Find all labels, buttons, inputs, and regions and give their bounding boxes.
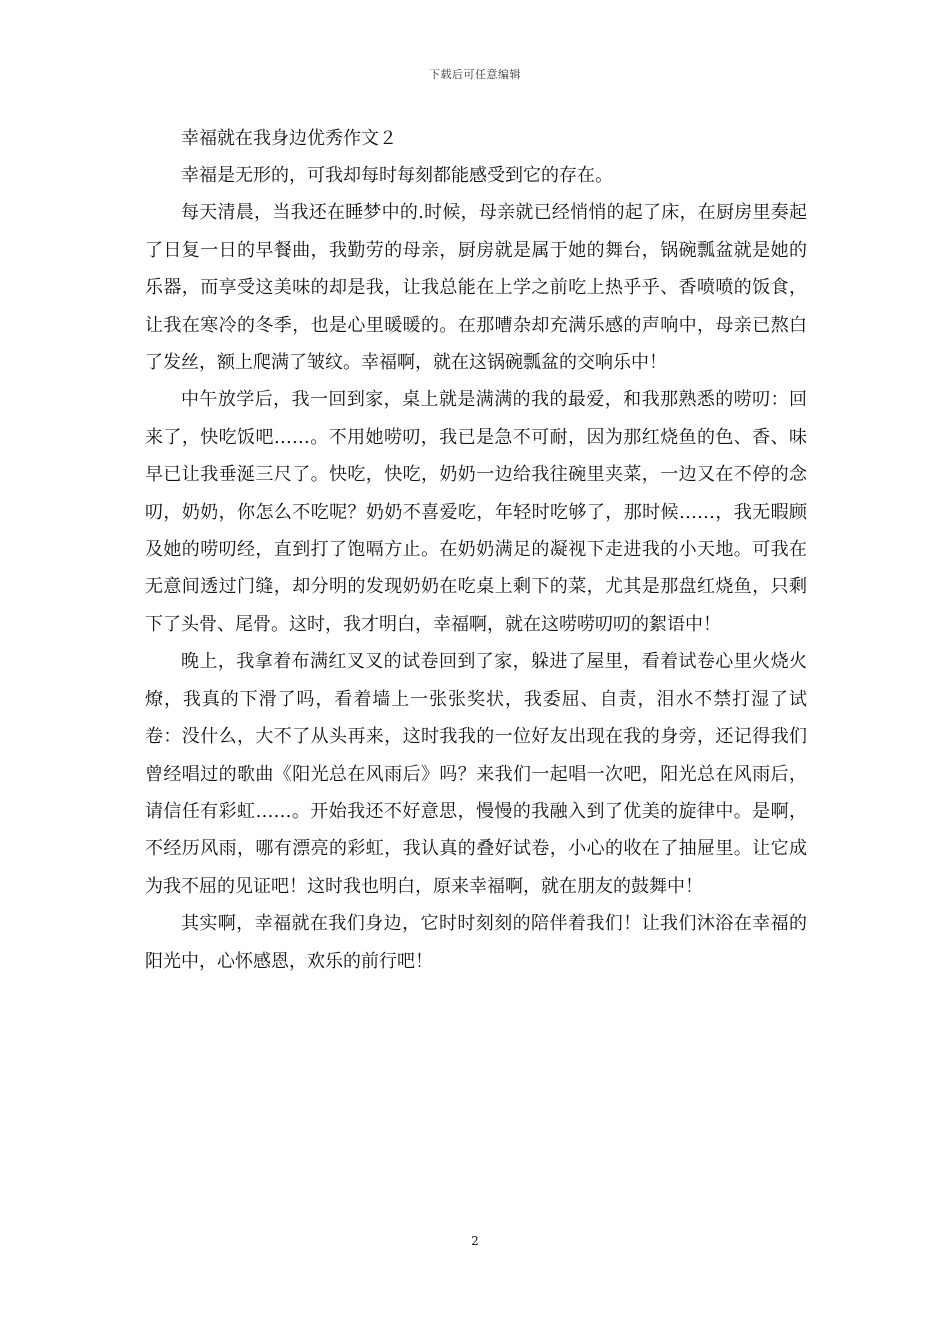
page-number: 2 bbox=[471, 1234, 479, 1248]
paragraph-3: 中午放学后，我一回到家，桌上就是满满的我的最爱，和我那熟悉的唠叨：回来了，快吃饭吧……。不用她唠叨，我已是急不可耐，因为那红烧鱼的色、香、味早已让我垂涎三尺了。快吃，快吃，奶奶一边给我往碗里夹菜，一边又在不停的念叨，奶奶，你怎么不吃呢？奶奶不喜爱吃，年轻时吃够了，那时候……，我无暇顾及她的唠叨经，直到打了饱嗝方止。在奶奶满足的凝视下走进我的小天地。可我在无意间透过门缝，却分明的发现奶奶在吃桌上剩下的菜，尤其是那盘红烧鱼，只剩下了头骨、尾骨。这时，我才明白，幸福啊，就在这唠唠叨叨的絮语中！ bbox=[145, 389, 807, 635]
paragraph-2: 每天清晨，当我还在睡梦中的.时候，母亲就已经悄悄的起了床，在厨房里奏起了日复一日的早餐曲，我勤劳的母亲，厨房就是属于她的舞台，锅碗瓢盆就是她的乐器，而享受这美味的却是我，让我总能在上学之前吃上热乎乎、香喷喷的饭食，让我在寒冷的冬季，也是心里暖暖的。在那嘈杂却充满乐感的声响中，母亲已熬白了发丝，额上爬满了皱纹。幸福啊，就在这锅碗瓢盆的交响乐中！ bbox=[145, 202, 807, 374]
paragraph-4: 晚上，我拿着布满红叉叉的试卷回到了家，躲进了屋里，看着试卷心里火烧火燎，我真的下滑了吗，看着墙上一张张奖状，我委屈、自责，泪水不禁打湿了试卷：没什么，大不了从头再来，这时我我的一位好友出现在我的身旁，还记得我们曾经唱过的歌曲《阳光总在风雨后》吗？来我们一起唱一次吧，阳光总在风雨后，请信任有彩虹……。开始我还不好意思，慢慢的我融入到了优美的旋律中。是啊，不经历风雨，哪有漂亮的彩虹，我认真的叠好试卷，小心的收在了抽屉里。让它成为我不屈的见证吧！这时我也明白，原来幸福啊，就在朋友的鼓舞中！ bbox=[145, 651, 807, 897]
paragraph-1: 幸福是无形的，可我却每时每刻都能感受到它的存在。 bbox=[181, 165, 613, 186]
article-body bbox=[145, 120, 807, 980]
paragraph-5: 其实啊，幸福就在我们身边，它时时刻刻的陪伴着我们！让我们沐浴在幸福的阳光中，心怀感恩，欢乐的前行吧！ bbox=[145, 913, 807, 972]
article-title: 幸福就在我身边优秀作文２ bbox=[181, 128, 397, 149]
header-note: 下载后可任意编辑 bbox=[429, 68, 521, 81]
